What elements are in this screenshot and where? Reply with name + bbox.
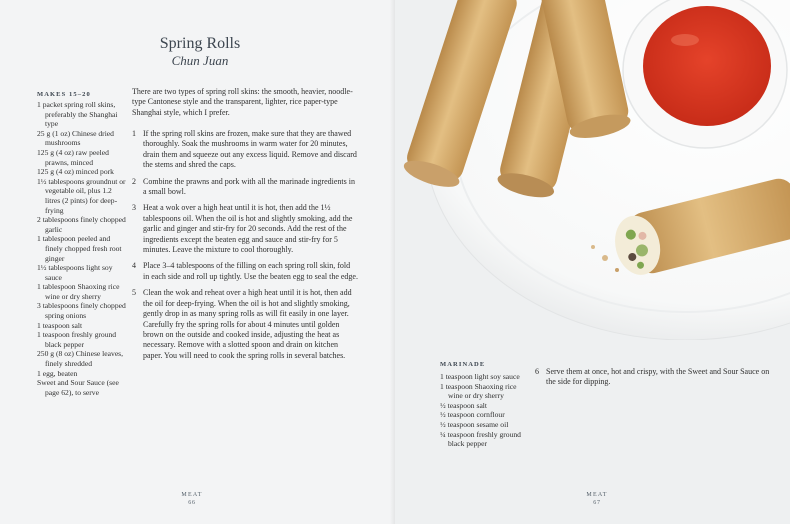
method-step	[132, 288, 358, 361]
recipe-intro: There are two types of spring roll skins: the smooth, heavier, noodle-type Cantonese style and the transparent, lighter, rice paper-type Shanghai style, which I prefer.	[132, 87, 353, 117]
step-text: If the spring roll skins are frozen, make sure that they are thawed thoroughly. Soak the mushrooms in warm water for 20 minutes, drain them and squeeze out any excess liquid. Remove and discard the stems and shred the caps.	[143, 129, 357, 170]
crumb	[591, 245, 595, 249]
marinade-item: 1 teaspoon light soy sauce	[440, 372, 520, 381]
step-text: Combine the prawns and pork with all the marinade ingredients in a small bowl.	[143, 176, 355, 197]
ingredient-item: 1 tablespoon peeled and finely chopped fresh root ginger	[37, 234, 122, 263]
ingredient-item: 1 teaspoon freshly ground black pepper	[37, 330, 117, 349]
step-number: 4	[132, 261, 136, 271]
recipe-title: Spring Rolls	[159, 35, 241, 52]
ingredient-item: 1½ tablespoons light soy sauce	[37, 263, 113, 282]
marinade-item: ½ teaspoon salt	[440, 400, 488, 410]
right-page	[395, 0, 790, 524]
page-footer-left	[170, 492, 214, 506]
marinade-item: ¼ teaspoon freshly ground black pepper	[440, 429, 521, 449]
ingredient-item: 1 teaspoon salt	[37, 320, 83, 330]
method-step	[132, 177, 358, 198]
marinade-item: 1 teaspoon Shaoxing rice wine or dry sherry	[440, 381, 517, 401]
ingredient-item: 250 g (8 oz) Chinese leaves, finely shredded	[37, 349, 124, 369]
spring-rolls-photo	[395, 0, 790, 340]
marinade-item: ½ teaspoon sesame oil	[440, 419, 509, 429]
ingredient-item: Sweet and Sour Sauce (see page 62), to serve	[37, 378, 119, 397]
ingredient-item: 1 egg, beaten	[37, 368, 78, 378]
method-step	[132, 203, 358, 255]
recipe-subtitle: Chun Juan	[171, 53, 229, 68]
method-step	[535, 367, 776, 388]
sauce-highlight	[671, 34, 699, 46]
ingredient-item: 1½ tablespoons groundnut or vegetable oil, plus 1.2 litres (2 pints) for deep-frying	[37, 176, 126, 215]
marinade-list	[440, 372, 532, 449]
marinade-item: ½ teaspoon cornflour	[440, 410, 505, 420]
ingredient-item: 2 tablespoons finely chopped garlic	[37, 215, 126, 234]
step-text: Serve them at once, hot and crispy, with the Sweet and Sour Sauce on the side for dipping.	[546, 367, 770, 387]
sweet-sour-sauce	[643, 6, 771, 126]
marinade-heading: MARINADE	[440, 361, 486, 368]
crumb	[615, 268, 619, 272]
footer-section: MEAT	[181, 492, 203, 498]
step-text: Place 3–4 tablespoons of the filling on each spring roll skin, fold in each side and roll up tightly. Use the beaten egg to seal the edge.	[143, 261, 358, 281]
ingredients-heading: MAKES 15–20	[37, 91, 91, 98]
step-text: Clean the wok and reheat over a high heat until it is hot, then add the oil for deep-frying. When the oil is hot and slightly smoking, gently drop in as many spring rolls as will fit easily in one layer. Carefully fry the spring rolls for about 4 minutes until golden brown on the outside and cooked inside, adjusting the heat as necessary. Remove with a slotted spoon and drain on kitchen paper. You will need to cook the spring rolls in several batches.	[143, 288, 352, 360]
step-text: Heat a wok over a high heat until it is hot, then add the 1½ tablespoons oil. When the oil is hot and slightly smoking, add the garlic and ginger and stir-fry for 20 seconds. Add the rest of the ingredients except the beaten egg and sauce and stir-fry for 5 minutes. Leave the mixture to cool thoroughly.	[143, 203, 353, 255]
page-number: 66	[188, 500, 196, 506]
step-number: 2	[132, 176, 136, 186]
crumb	[602, 255, 608, 261]
step-number: 5	[132, 288, 136, 298]
ingredient-item: 125 g (4 oz) raw peeled prawns, minced	[37, 147, 109, 167]
step-number: 1	[132, 129, 136, 138]
page-number: 67	[593, 500, 601, 506]
page-footer-right	[575, 492, 619, 506]
ingredient-item: 3 tablespoons finely chopped spring onions	[37, 301, 126, 321]
ingredient-item: 125 g (4 oz) minced pork	[37, 167, 114, 177]
footer-section: MEAT	[586, 492, 608, 498]
ingredients-list	[37, 91, 127, 397]
ingredient-item: 1 tablespoon Shaoxing rice wine or dry sherry	[37, 282, 120, 301]
method-step	[132, 129, 358, 171]
ingredient-item: 25 g (1 oz) Chinese dried mushrooms	[37, 128, 114, 148]
method-step	[132, 261, 358, 282]
method-steps	[132, 129, 358, 367]
step-number: 6	[535, 367, 539, 376]
ingredient-item: 1 packet spring roll skins, preferably the Shanghai type	[37, 100, 118, 129]
step-number: 3	[132, 203, 136, 213]
